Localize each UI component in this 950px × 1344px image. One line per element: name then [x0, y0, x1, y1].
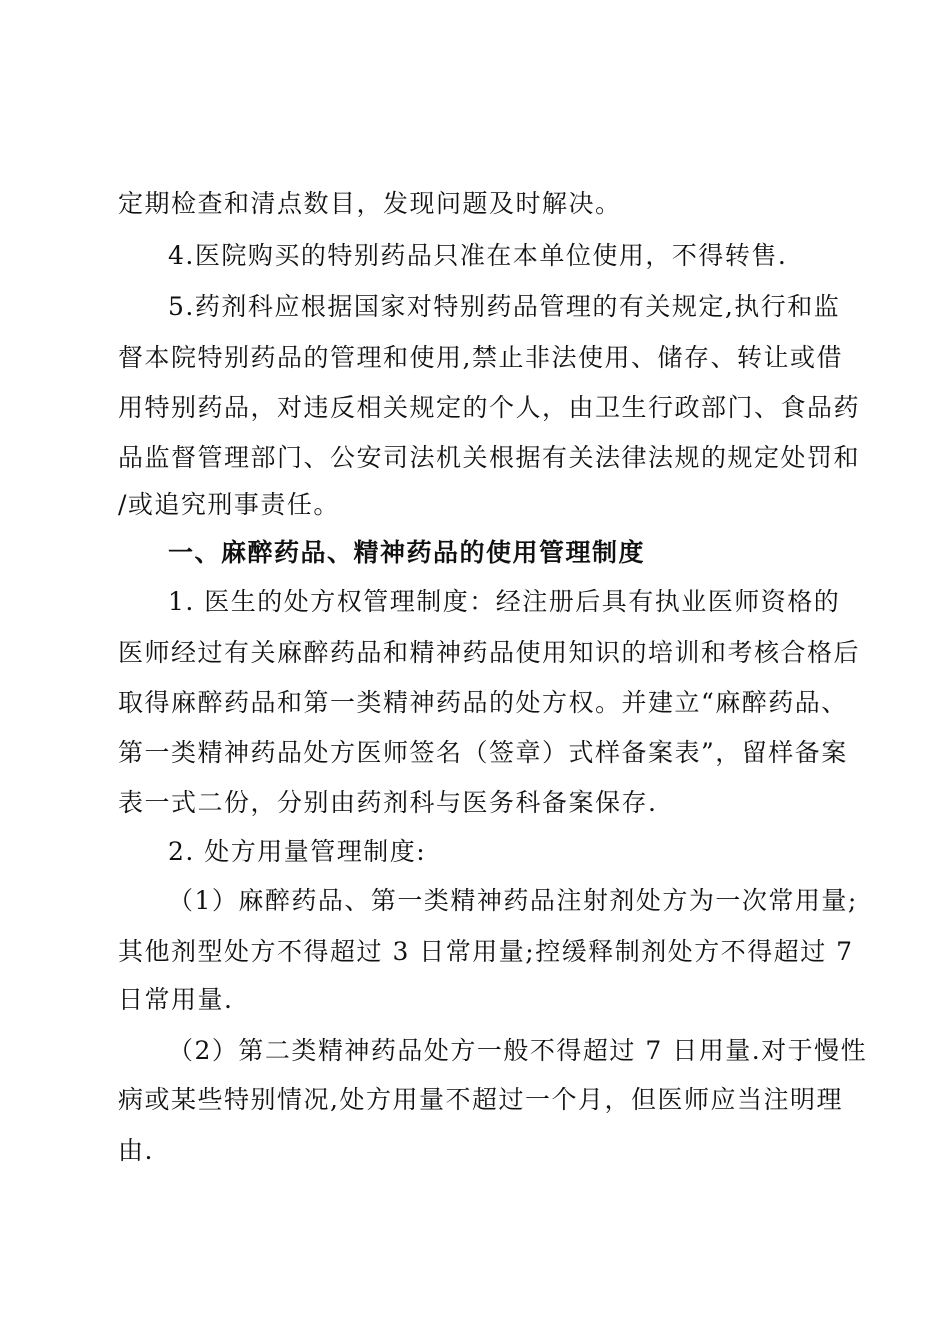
- paragraph-line: 定期检查和清点数目，发现问题及时解决。: [118, 189, 622, 218]
- paragraph-line: 第一类精神药品处方医师签名（签章）式样备案表”，留样备案: [118, 738, 848, 767]
- paragraph-line: 1. 医生的处方权管理制度：经注册后具有执业医师资格的: [168, 587, 841, 616]
- paragraph-line: 2. 处方用量管理制度:: [168, 837, 427, 866]
- paragraph-line: 日常用量.: [118, 985, 234, 1014]
- paragraph-line: 用特别药品，对违反相关规定的个人，由卫生行政部门、食品药: [118, 393, 861, 422]
- paragraph-line: 病或某些特别情况,处方用量不超过一个月，但医师应当注明理: [118, 1085, 843, 1114]
- paragraph-line: 表一式二份，分别由药剂科与医务科备案保存.: [118, 788, 658, 817]
- paragraph-line: （1）麻醉药品、第一类精神药品注射剂处方为一次常用量;: [168, 886, 858, 915]
- paragraph-line: 督本院特别药品的管理和使用,禁止非法使用、储存、转让或借: [118, 343, 843, 372]
- paragraph-line: /或追究刑事责任。: [118, 490, 340, 519]
- paragraph-line: 取得麻醉药品和第一类精神药品的处方权。并建立“麻醉药品、: [118, 688, 848, 717]
- section-heading: 一、麻醉药品、精神药品的使用管理制度: [168, 538, 646, 567]
- paragraph-line: 4.医院购买的特别药品只准在本单位使用，不得转售.: [168, 241, 788, 270]
- paragraph-line: 品监督管理部门、公安司法机关根据有关法律法规的规定处罚和: [118, 443, 861, 472]
- paragraph-line: 其他剂型处方不得超过 3 日常用量;控缓释制剂处方不得超过 7: [118, 937, 854, 966]
- paragraph-line: 5.药剂科应根据国家对特别药品管理的有关规定,执行和监: [168, 292, 841, 321]
- paragraph-line: （2）第二类精神药品处方一般不得超过 7 日用量.对于慢性: [168, 1036, 868, 1065]
- paragraph-line: 医师经过有关麻醉药品和精神药品使用知识的培训和考核合格后: [118, 638, 861, 667]
- paragraph-line: 由.: [118, 1136, 154, 1165]
